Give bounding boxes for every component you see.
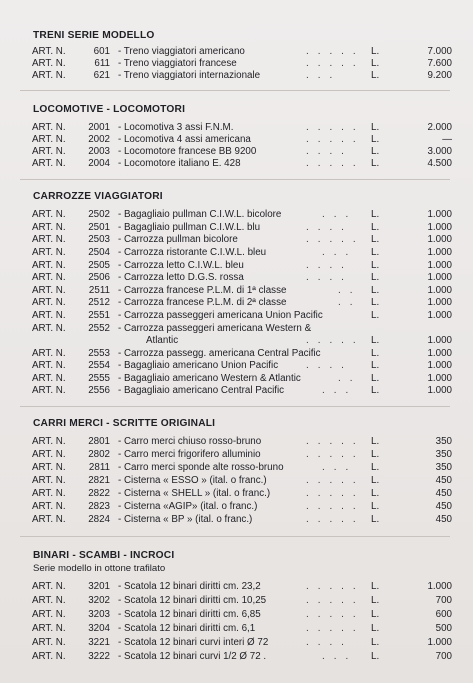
item-price: 350: [435, 449, 452, 460]
art-label: ART. N.: [32, 58, 66, 69]
item-price: 1.000: [427, 360, 452, 371]
art-number: 2552: [88, 323, 110, 334]
leader-dots: .....: [306, 475, 365, 486]
item-description: - Scatola 12 binari diritti cm. 6,85: [118, 609, 261, 620]
item-description: - Locomotore francese BB 9200: [118, 146, 257, 157]
item-price: 1.000: [427, 247, 452, 258]
item-price: 3.000: [427, 146, 452, 157]
currency-label: L.: [371, 58, 380, 69]
art-number: 2553: [88, 348, 110, 359]
item-price: 500: [435, 623, 452, 634]
art-label: ART. N.: [32, 475, 66, 486]
list-item: [0, 373, 473, 385]
item-description: - Bagagliaio pullman C.I.W.L. bicolore: [118, 209, 282, 220]
currency-label: L.: [371, 70, 380, 81]
art-label: ART. N.: [32, 385, 66, 396]
leader-dots: ...: [322, 651, 358, 662]
item-price: 2.000: [427, 122, 452, 133]
leader-dots: .....: [306, 449, 365, 460]
list-item: [0, 651, 473, 663]
item-description: - Bagagliaio americano Western & Atlantic: [118, 373, 301, 384]
art-number: 2822: [88, 488, 110, 499]
currency-label: L.: [371, 335, 380, 346]
currency-label: L.: [371, 285, 380, 296]
leader-dots: .....: [306, 436, 365, 447]
item-description: - Locomotore italiano E. 428: [118, 158, 241, 169]
section-divider: [20, 90, 450, 91]
art-number: 2512: [88, 297, 110, 308]
currency-label: L.: [371, 209, 380, 220]
list-item: [0, 595, 473, 607]
leader-dots: ...: [322, 385, 358, 396]
item-price: 4.500: [427, 158, 452, 169]
currency-label: L.: [371, 122, 380, 133]
leader-dots: ...: [322, 462, 358, 473]
art-number: 2511: [88, 285, 110, 296]
currency-label: L.: [371, 595, 380, 606]
currency-label: L.: [371, 488, 380, 499]
list-item: [0, 58, 473, 70]
leader-dots: .....: [306, 134, 365, 145]
item-description: - Carrozza passegg. americana Central Pacific: [118, 348, 321, 359]
art-label: ART. N.: [32, 323, 66, 334]
art-number: 2554: [88, 360, 110, 371]
leader-dots: .....: [306, 514, 365, 525]
item-price: 1.000: [427, 637, 452, 648]
art-number: 2802: [88, 449, 110, 460]
leader-dots: ...: [322, 209, 358, 220]
art-number: 2555: [88, 373, 110, 384]
currency-label: L.: [371, 637, 380, 648]
item-description: - Scatola 12 binari diritti cm. 23,2: [118, 581, 261, 592]
item-description: - Bagagliaio pullman C.I.W.L. blu: [118, 222, 261, 233]
art-label: ART. N.: [32, 285, 66, 296]
art-label: ART. N.: [32, 122, 66, 133]
list-item: [0, 234, 473, 246]
art-label: ART. N.: [32, 46, 66, 57]
leader-dots: .....: [306, 501, 365, 512]
item-price: 7.000: [427, 46, 452, 57]
art-number: 2505: [88, 260, 110, 271]
currency-label: L.: [371, 297, 380, 308]
currency-label: L.: [371, 158, 380, 169]
art-label: ART. N.: [32, 272, 66, 283]
currency-label: L.: [371, 581, 380, 592]
list-item: [0, 222, 473, 234]
currency-label: L.: [371, 462, 380, 473]
art-number: 2004: [88, 158, 110, 169]
item-description: - Carro merci chiuso rosso-bruno: [118, 436, 262, 447]
art-number: 3201: [88, 581, 110, 592]
item-price: 450: [435, 501, 452, 512]
art-number: 2002: [88, 134, 110, 145]
section-title: TRENI SERIE MODELLO: [33, 30, 155, 41]
list-item: [0, 623, 473, 635]
art-number: 2001: [88, 122, 110, 133]
art-label: ART. N.: [32, 310, 66, 321]
item-description: - Cisterna «AGIP» (ital. o franc.): [118, 501, 258, 512]
list-item: [0, 475, 473, 487]
list-item: [0, 297, 473, 309]
leader-dots: ...: [306, 70, 342, 81]
art-number: 2556: [88, 385, 110, 396]
art-number: 2503: [88, 234, 110, 245]
section-title: CARRI MERCI - SCRITTE ORIGINALI: [33, 418, 216, 429]
section-title: BINARI - SCAMBI - INCROCI: [33, 550, 175, 561]
list-item: [0, 158, 473, 170]
item-price: 1.000: [427, 222, 452, 233]
item-price: 450: [435, 475, 452, 486]
item-price: 700: [435, 595, 452, 606]
leader-dots: ..: [338, 285, 362, 296]
currency-label: L.: [371, 234, 380, 245]
leader-dots: ....: [306, 360, 353, 371]
list-item: [0, 501, 473, 513]
art-label: ART. N.: [32, 134, 66, 145]
section-subtitle: Serie modello in ottone trafilato: [33, 563, 166, 574]
currency-label: L.: [371, 260, 380, 271]
art-number: 2821: [88, 475, 110, 486]
list-item: [0, 637, 473, 649]
art-label: ART. N.: [32, 462, 66, 473]
leader-dots: .....: [306, 158, 365, 169]
item-price: 450: [435, 488, 452, 499]
currency-label: L.: [371, 501, 380, 512]
currency-label: L.: [371, 623, 380, 634]
item-description: - Cisterna « ESSO » (ital. o franc.): [118, 475, 267, 486]
leader-dots: ..: [338, 373, 362, 384]
item-price: 1.000: [427, 348, 452, 359]
item-description: - Scatola 12 binari curvi interi Ø 72: [118, 637, 269, 648]
art-number: 611: [94, 58, 110, 69]
item-description: - Treno viaggiatori americano: [118, 46, 245, 57]
item-price: 350: [435, 462, 452, 473]
item-description: - Bagagliaio americano Central Pacific: [118, 385, 285, 396]
item-price: 1.000: [427, 581, 452, 592]
art-number: 3204: [88, 623, 110, 634]
art-label: ART. N.: [32, 595, 66, 606]
art-number: 3221: [88, 637, 110, 648]
art-number: 2801: [88, 436, 110, 447]
item-description: - Carrozza francese P.L.M. di 1ª classe: [118, 285, 287, 296]
item-description-continued: Atlantic: [146, 335, 179, 346]
currency-label: L.: [371, 385, 380, 396]
list-item: [0, 46, 473, 58]
art-number: 2504: [88, 247, 110, 258]
item-description: - Cisterna « SHELL » (ital. o franc.): [118, 488, 271, 499]
list-item: [0, 70, 473, 82]
art-number: 2824: [88, 514, 110, 525]
item-description: - Carrozza francese P.L.M. di 2ª classe: [118, 297, 287, 308]
currency-label: L.: [371, 360, 380, 371]
art-label: ART. N.: [32, 373, 66, 384]
art-label: ART. N.: [32, 581, 66, 592]
currency-label: L.: [371, 310, 380, 321]
currency-label: L.: [371, 134, 380, 145]
currency-label: L.: [371, 514, 380, 525]
item-price: 1.000: [427, 260, 452, 271]
art-label: ART. N.: [32, 360, 66, 371]
leader-dots: ....: [306, 146, 353, 157]
leader-dots: ....: [306, 637, 353, 648]
item-price: 7.600: [427, 58, 452, 69]
art-label: ART. N.: [32, 651, 66, 662]
list-item: [0, 488, 473, 500]
item-description: - Carro merci frigorifero alluminio: [118, 449, 261, 460]
art-label: ART. N.: [32, 637, 66, 648]
leader-dots: .....: [306, 581, 365, 592]
art-label: ART. N.: [32, 488, 66, 499]
section-divider: [20, 179, 450, 180]
item-description: - Carrozza passeggeri americana Union Pacific: [118, 310, 323, 321]
art-label: ART. N.: [32, 158, 66, 169]
item-description: - Carrozza letto C.I.W.L. bleu: [118, 260, 244, 271]
list-item: [0, 514, 473, 526]
item-price: 1.000: [427, 209, 452, 220]
list-item: [0, 323, 473, 335]
leader-dots: ...: [322, 247, 358, 258]
item-description: - Scatola 12 binari diritti cm. 6,1: [118, 623, 256, 634]
art-label: ART. N.: [32, 209, 66, 220]
list-item: [0, 122, 473, 134]
list-item: [0, 247, 473, 259]
leader-dots: ....: [306, 272, 353, 283]
currency-label: L.: [371, 146, 380, 157]
art-label: ART. N.: [32, 348, 66, 359]
art-label: ART. N.: [32, 501, 66, 512]
list-item: [0, 209, 473, 221]
currency-label: L.: [371, 436, 380, 447]
item-price: 700: [435, 651, 452, 662]
art-label: ART. N.: [32, 70, 66, 81]
item-description: - Carrozza ristorante C.I.W.L. bleu: [118, 247, 267, 258]
item-description: - Locomotiva 3 assi F.N.M.: [118, 122, 234, 133]
section-divider: [20, 536, 450, 537]
leader-dots: .....: [306, 488, 365, 499]
list-item: [0, 260, 473, 272]
art-label: ART. N.: [32, 247, 66, 258]
item-price: 350: [435, 436, 452, 447]
item-price: 1.000: [427, 385, 452, 396]
art-number: 2823: [88, 501, 110, 512]
art-label: ART. N.: [32, 297, 66, 308]
art-number: 601: [93, 46, 110, 57]
currency-label: L.: [371, 373, 380, 384]
list-item: [0, 462, 473, 474]
list-item-continued: [0, 335, 473, 347]
list-item: [0, 385, 473, 397]
item-price: 1.000: [427, 335, 452, 346]
item-description: - Scatola 12 binari diritti cm. 10,25: [118, 595, 267, 606]
art-label: ART. N.: [32, 222, 66, 233]
currency-label: L.: [371, 348, 380, 359]
art-label: ART. N.: [32, 146, 66, 157]
list-item: [0, 272, 473, 284]
list-item: [0, 310, 473, 322]
art-number: 2003: [88, 146, 110, 157]
art-number: 3202: [88, 595, 110, 606]
list-item: [0, 449, 473, 461]
art-label: ART. N.: [32, 260, 66, 271]
leader-dots: .....: [306, 58, 365, 69]
art-label: ART. N.: [32, 609, 66, 620]
list-item: [0, 581, 473, 593]
leader-dots: .....: [306, 595, 365, 606]
item-price: 1.000: [427, 234, 452, 245]
list-item: [0, 146, 473, 158]
leader-dots: ....: [306, 222, 353, 233]
currency-label: L.: [371, 475, 380, 486]
item-price: —: [442, 134, 452, 145]
leader-dots: .....: [306, 46, 365, 57]
currency-label: L.: [371, 272, 380, 283]
art-number: 2506: [88, 272, 110, 283]
list-item: [0, 134, 473, 146]
item-price: 1.000: [427, 297, 452, 308]
item-description: - Carrozza letto D.G.S. rossa: [118, 272, 244, 283]
item-price: 9.200: [427, 70, 452, 81]
art-label: ART. N.: [32, 623, 66, 634]
item-price: 1.000: [427, 272, 452, 283]
item-price: 600: [435, 609, 452, 620]
art-number: 3222: [88, 651, 110, 662]
art-label: ART. N.: [32, 449, 66, 460]
item-description: - Cisterna « BP » (ital. o franc.): [118, 514, 253, 525]
item-description: - Treno viaggiatori internazionale: [118, 70, 261, 81]
leader-dots: .....: [306, 335, 365, 346]
item-price: 1.000: [427, 310, 452, 321]
currency-label: L.: [371, 222, 380, 233]
currency-label: L.: [371, 247, 380, 258]
item-price: 1.000: [427, 373, 452, 384]
list-item: [0, 285, 473, 297]
item-description: - Scatola 12 binari curvi 1/2 Ø 72 .: [118, 651, 267, 662]
art-number: 2501: [88, 222, 110, 233]
currency-label: L.: [371, 46, 380, 57]
section-title: CARROZZE VIAGGIATORI: [33, 191, 163, 202]
list-item: [0, 360, 473, 372]
section-divider: [20, 406, 450, 407]
currency-label: L.: [371, 449, 380, 460]
item-description: - Carro merci sponde alte rosso-bruno: [118, 462, 284, 473]
leader-dots: ....: [306, 260, 353, 271]
currency-label: L.: [371, 609, 380, 620]
leader-dots: .....: [306, 122, 365, 133]
list-item: [0, 609, 473, 621]
leader-dots: .....: [306, 234, 365, 245]
art-label: ART. N.: [32, 436, 66, 447]
art-number: 621: [93, 70, 110, 81]
art-number: 3203: [88, 609, 110, 620]
art-number: 2502: [88, 209, 110, 220]
list-item: [0, 348, 473, 360]
item-description: - Bagagliaio americano Union Pacific: [118, 360, 279, 371]
art-label: ART. N.: [32, 514, 66, 525]
art-label: ART. N.: [32, 234, 66, 245]
item-description: - Treno viaggiatori francese: [118, 58, 237, 69]
art-number: 2551: [88, 310, 110, 321]
item-description: - Carrozza passeggeri americana Western &: [118, 323, 312, 334]
item-price: 1.000: [427, 285, 452, 296]
item-description: - Locomotiva 4 assi americana: [118, 134, 251, 145]
leader-dots: .....: [306, 609, 365, 620]
leader-dots: .....: [306, 623, 365, 634]
section-title: LOCOMOTIVE - LOCOMOTORI: [33, 104, 186, 115]
item-description: - Carrozza pullman bicolore: [118, 234, 238, 245]
list-item: [0, 436, 473, 448]
item-price: 450: [435, 514, 452, 525]
leader-dots: ..: [338, 297, 362, 308]
art-number: 2811: [88, 462, 110, 473]
currency-label: L.: [371, 651, 380, 662]
